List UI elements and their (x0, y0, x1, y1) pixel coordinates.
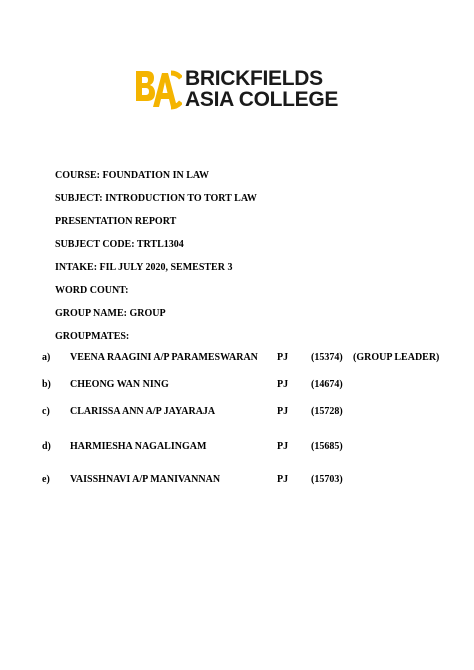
groupmate-role: (GROUP LEADER) (353, 352, 440, 363)
group-name-line: GROUP NAME: GROUP (55, 308, 166, 319)
groupmate-letter: e) (42, 474, 50, 485)
groupmate-name: HARMIESHA NAGALINGAM (70, 441, 207, 452)
intake-line: INTAKE: FIL JULY 2020, SEMESTER 3 (55, 262, 233, 273)
groupmate-row (42, 379, 452, 391)
word-count-line: WORD COUNT: (55, 285, 129, 296)
groupmate-programme: PJ (277, 474, 289, 485)
logo-text-line2: ASIA COLLEGE (185, 88, 339, 111)
groupmate-letter: d) (42, 441, 51, 452)
groupmate-programme: PJ (277, 352, 289, 363)
college-logo (134, 66, 344, 112)
groupmate-name: CLARISSA ANN A/P JAYARAJA (70, 406, 216, 417)
groupmate-letter: b) (42, 379, 51, 390)
groupmate-id: (15703) (311, 474, 343, 485)
groupmate-name: VEENA RAAGINI A/P PARAMESWARAN (70, 352, 258, 363)
groupmate-row (42, 406, 452, 418)
groupmates-heading: GROUPMATES: (55, 331, 130, 342)
groupmate-programme: PJ (277, 406, 289, 417)
subject-line: SUBJECT: INTRODUCTION TO TORT LAW (55, 193, 257, 204)
groupmate-name: VAISSHNAVI A/P MANIVANNAN (70, 474, 221, 485)
groupmate-programme: PJ (277, 441, 289, 452)
course-line: COURSE: FOUNDATION IN LAW (55, 170, 209, 181)
bac-monogram-icon (134, 68, 182, 110)
logo-text-line1: BRICKFIELDS (185, 67, 323, 90)
groupmate-row (42, 352, 452, 364)
subject-code-line: SUBJECT CODE: TRTL1304 (55, 239, 184, 250)
report-title: PRESENTATION REPORT (55, 216, 177, 227)
groupmate-programme: PJ (277, 379, 289, 390)
groupmate-row (42, 441, 452, 453)
groupmate-id: (15728) (311, 406, 343, 417)
groupmate-letter: a) (42, 352, 51, 363)
groupmate-id: (14674) (311, 379, 343, 390)
groupmate-letter: c) (42, 406, 50, 417)
groupmate-id: (15685) (311, 441, 343, 452)
groupmate-name: CHEONG WAN NING (70, 379, 169, 390)
groupmate-row (42, 474, 452, 486)
groupmate-id: (15374) (311, 352, 343, 363)
